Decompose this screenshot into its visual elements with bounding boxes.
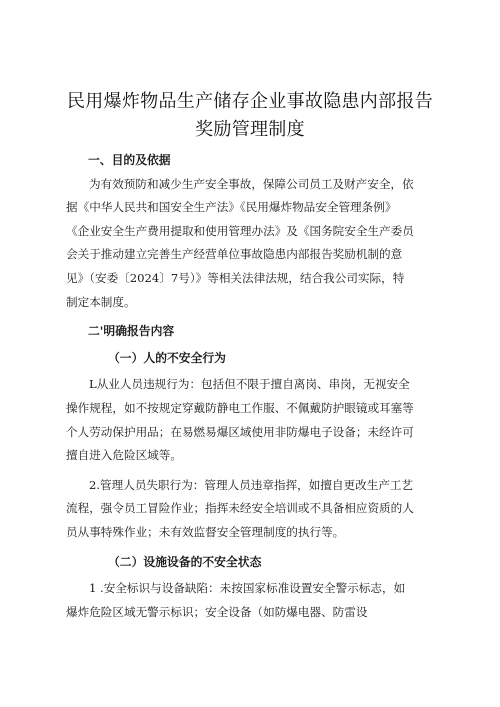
text-line: 个人劳动保护用品；在易燃易爆区域使用非防爆电子设备；未经许可	[66, 424, 414, 439]
text-line: 会关于推动建立完善生产经营单位事故隐患内部报告奖励机制的意	[66, 247, 403, 262]
text-line: 制定本制度。	[66, 294, 136, 309]
text-line: 为有效预防和减少生产安全事故，保障公司员工及财产安全，依	[89, 176, 414, 191]
subsection-1-heading: （一）人的不安全行为	[108, 350, 226, 365]
text-line: 见》（安委〔2024〕7号）》等相关法律法规，结合我公司实际，特	[66, 270, 405, 285]
document-title	[40, 88, 460, 144]
text-line: 流程，强令员工冒险作业；指挥未经安全培训或不具备相应资质的人	[66, 501, 414, 516]
section-1-paragraph	[66, 173, 438, 315]
section-1-heading: 一、目的及依据	[88, 153, 171, 167]
subsection-2-heading: （二）设施设备的不安全状态	[108, 554, 262, 569]
text-line: 2.管理人员失职行为：管理人员违章指挥，如擅自更改生产工艺	[89, 477, 414, 492]
text-line: 擅自进入危险区域等。	[66, 448, 182, 463]
text-line: L从业人员违规行为：包括但不限于擅自离岗、串岗，无视安全	[89, 377, 410, 392]
subsection-1-paragraph-2	[66, 474, 438, 545]
subsection-1-paragraph-1	[66, 373, 438, 467]
text-line: 1 .安全标识与设备缺陷：未按国家标准设置安全警示标志，如	[89, 581, 406, 596]
text-line: 操作规程，如不按规定穿戴防静电工作服、不佩戴防护眼镜或耳塞等	[66, 400, 414, 415]
text-line: 《企业安全生产费用提取和使用管理办法》及《国务院安全生产委员	[66, 223, 414, 238]
document-body	[66, 149, 438, 630]
title-line-2: 奖励管理制度	[195, 119, 305, 140]
text-line: 爆炸危险区域无警示标识；安全设备（如防爆电器、防雷设	[66, 604, 368, 619]
title-line-1: 民用爆炸物品生产储存企业事故隐患内部报告	[67, 91, 433, 112]
subsection-2-paragraph-1	[66, 577, 438, 624]
text-line: 员从事特殊作业；未有效监督安全管理制度的执行等。	[66, 524, 345, 539]
text-line: 据《中华人民共和国安全生产法》《民用爆炸物品安全管理条例》	[66, 200, 397, 215]
section-2-heading: 二'明确报告内容	[88, 324, 175, 339]
